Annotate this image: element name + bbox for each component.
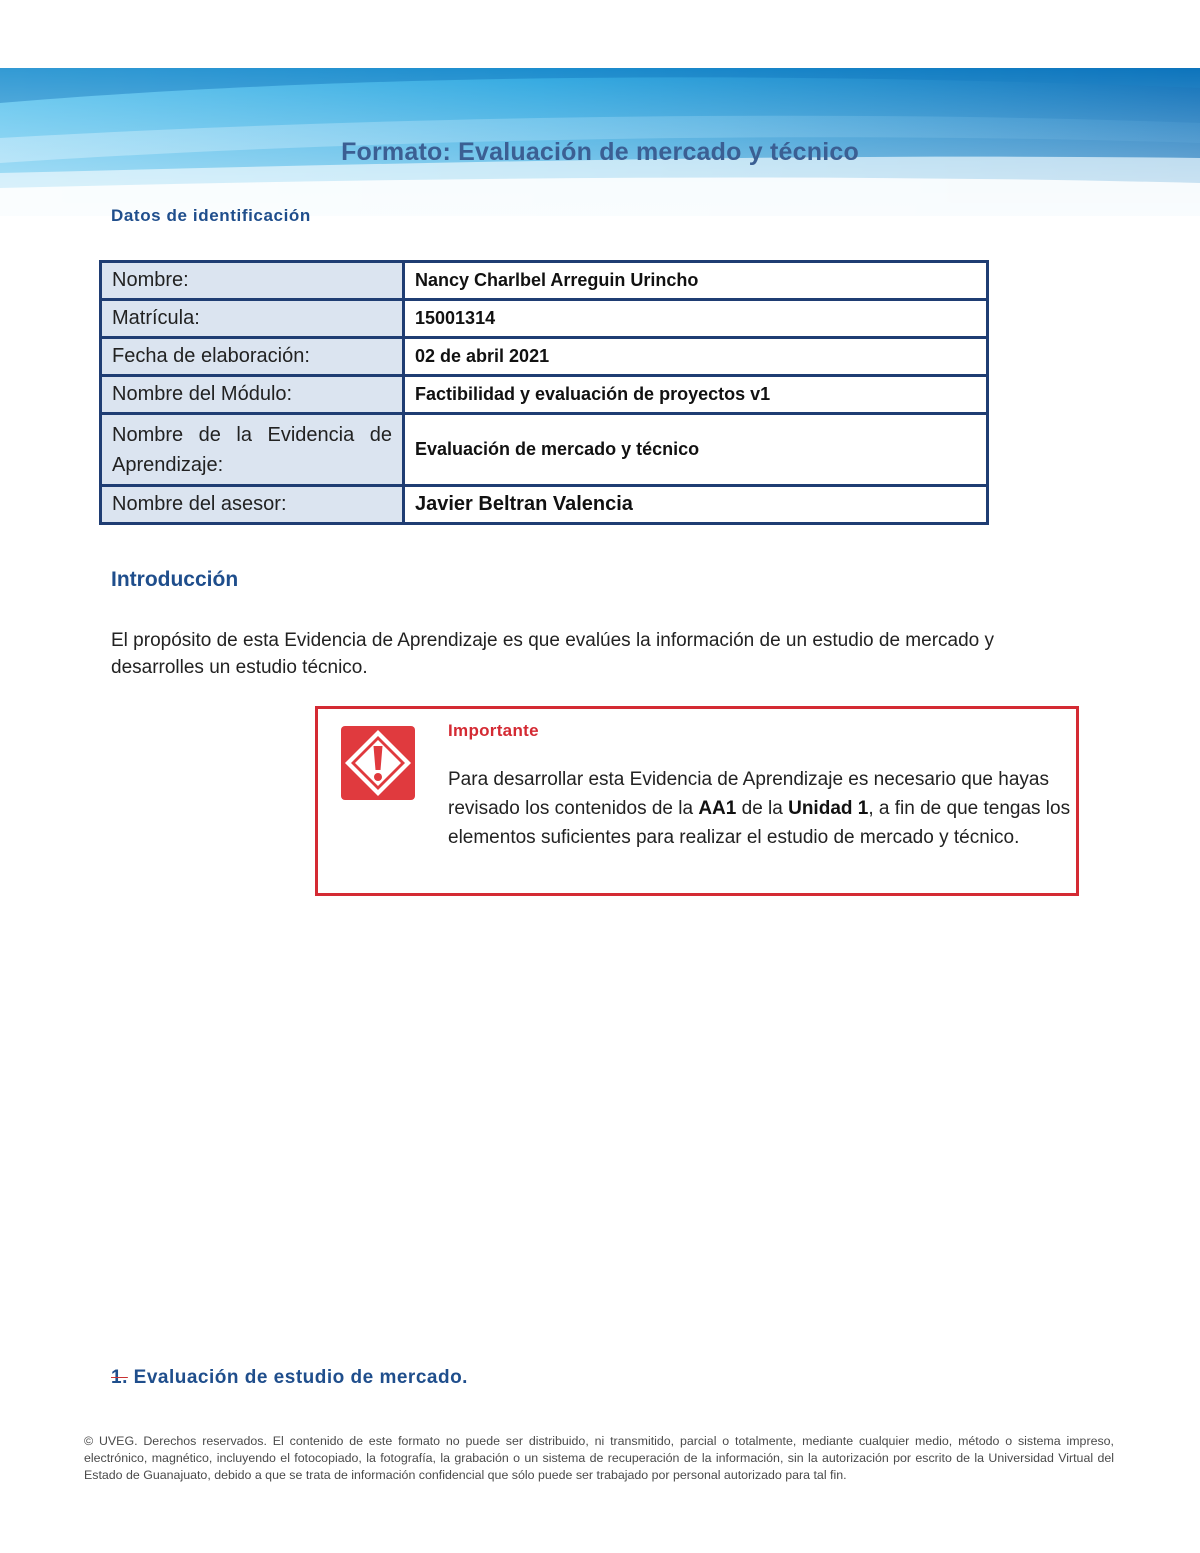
notice-text-part: , a fin de que tengas los elementos suficientes para realizar el estudio de mercado y técnico. [448,798,1071,848]
table-row [101,300,988,338]
section-number: 1. [111,1367,128,1388]
table-row [101,414,988,486]
table-row [101,376,988,414]
notice-text-part: Para desarrollar esta Evidencia de Aprendizaje es necesario que hayas revisado los contenidos de la [448,769,1049,819]
row-label: Nombre del Módulo: [101,376,404,414]
row-value: Evaluación de mercado y técnico [404,414,988,486]
notice-bold-activity: AA1 [698,798,737,819]
row-value: Nancy Charlbel Arreguin Urincho [404,262,988,300]
document-title: Formato: Evaluación de mercado y técnico [341,138,859,166]
row-value: Factibilidad y evaluación de proyectos v1 [404,376,988,414]
introduction-heading: Introducción [111,568,239,591]
identification-heading: Datos de identificación [111,206,311,225]
section-title: Evaluación de estudio de mercado. [133,1367,468,1388]
row-label: Nombre del asesor: [101,486,404,524]
row-label: Fecha de elaboración: [101,338,404,376]
row-label: Matrícula: [101,300,404,338]
table-row [101,486,988,524]
row-label: Nombre: [101,262,404,300]
table-row [101,338,988,376]
notice-title: Importante [448,721,539,740]
notice-text [448,765,1073,852]
row-value: 02 de abril 2021 [404,338,988,376]
introduction-text: El propósito de esta Evidencia de Aprendizaje es que evalúes la información de un estudio de mercado y desarrolles un estudio técnico. [111,630,994,678]
section-heading [111,1367,468,1389]
notice-bold-unit: Unidad 1 [788,798,869,819]
identification-table [99,260,989,525]
row-value: 15001314 [404,300,988,338]
important-notice [315,706,1079,896]
row-label: Nombre de la Evidencia de Aprendizaje: [101,414,404,486]
notice-text-part: de la [736,798,789,819]
row-value: Javier Beltran Valencia [404,486,988,524]
copyright-footer: © UVEG. Derechos reservados. El contenido de este formato no puede ser distribuido, ni transmitido, parcial o totalmente, mediante cualquier medio, método o sistema impreso, electrónico, magnético, incluyendo el fotocopiado, la fotografía, la grabación o un sistema de recuperación de la información, sin la autorización por escrito de la Universidad Virtual del Estado de Guanajuato, debido a que se trata de información confidencial que sólo puede ser trabajado por personal autorizado para tal fin. [84,1434,1114,1482]
table-row [101,262,988,300]
warning-icon [341,726,415,800]
